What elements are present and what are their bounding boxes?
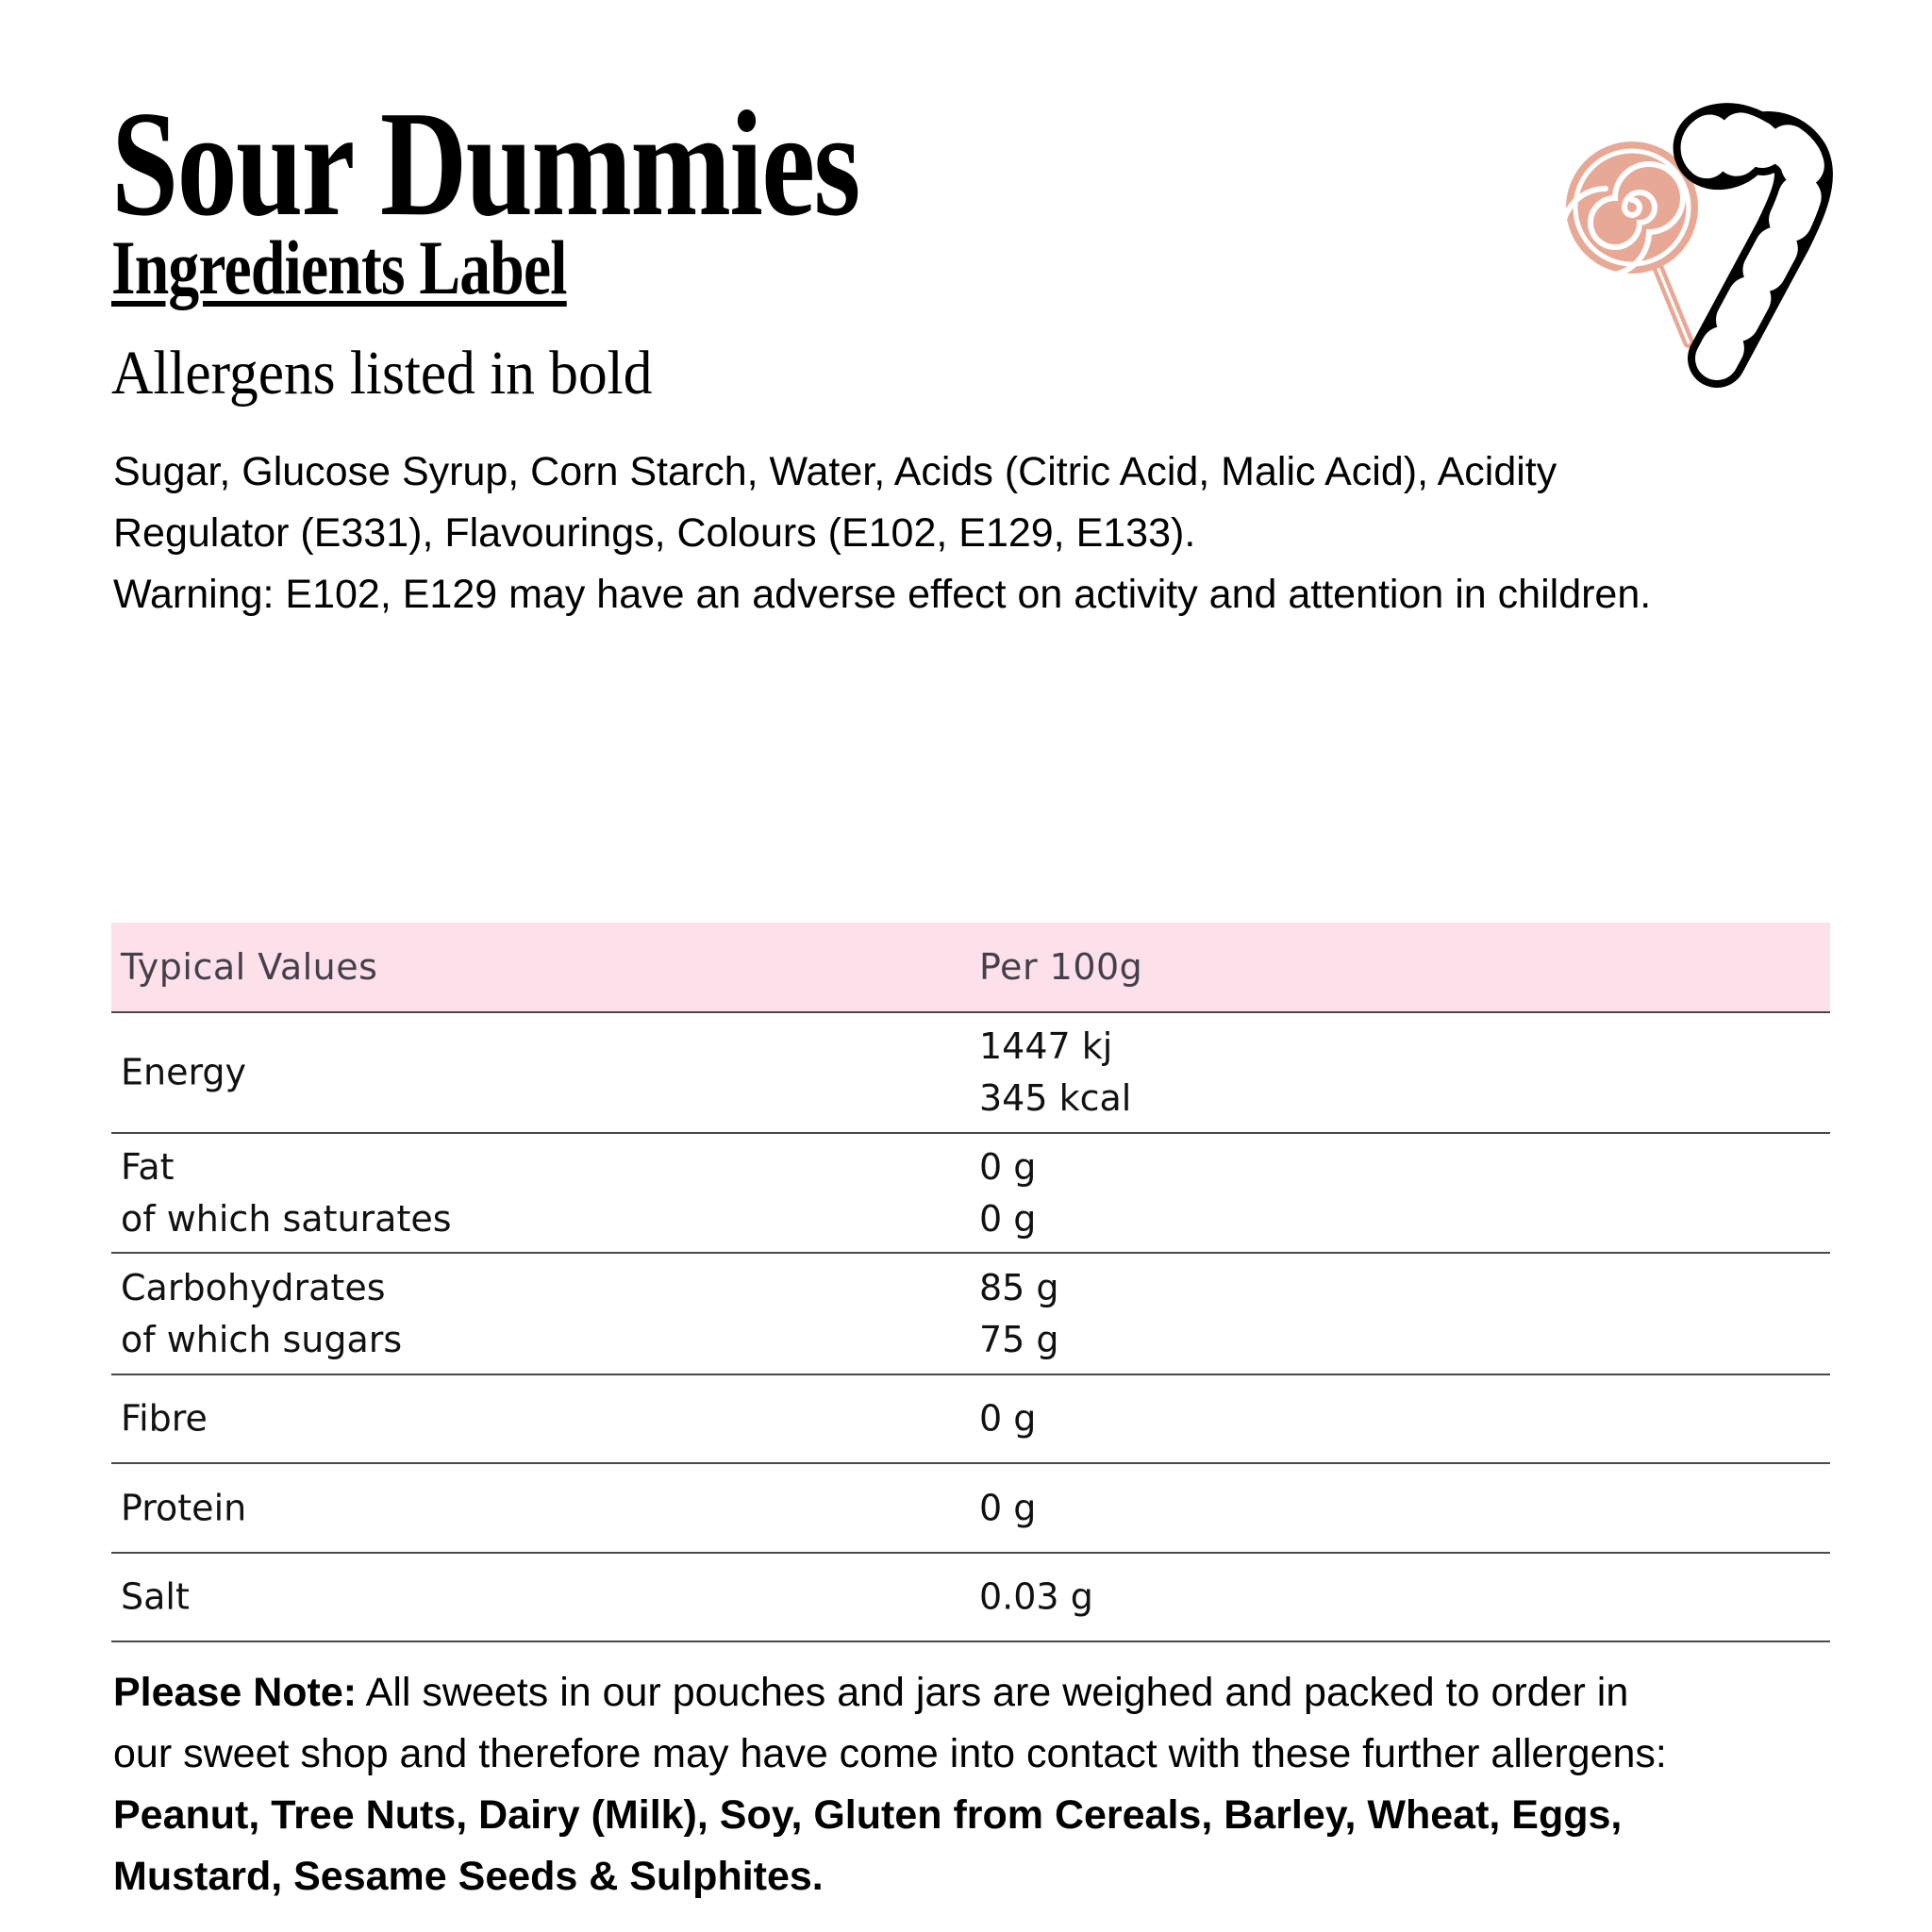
nutrient-value: 0.03 g [979,1575,1093,1618]
value: 0 g [979,1197,1037,1240]
table-row-fat [111,1134,1830,1254]
allergens-hint: Allergens listed in bold [111,339,653,408]
allergens-bold: Peanut, Tree Nuts, Dairy (Milk), Soy, Gluten from Cereals, Barley, Wheat, Eggs, [113,1792,1623,1838]
nutrient-subname: of which sugars [121,1318,403,1360]
table-row-protein [111,1464,1830,1554]
nutrient-name: Fat [121,1145,175,1188]
nutrient-subname: of which saturates [121,1197,452,1240]
table-row-salt [111,1554,1830,1642]
nutrient-name: Carbohydrates [121,1266,386,1308]
ingredients-label-heading: Ingredients Label [111,225,567,310]
ingredients-line: Regulator (E331), Flavourings, Colours (E102, E129, E133). [113,510,1196,556]
table-row-energy [111,1013,1830,1134]
allergens-bold: Mustard, Sesame Seeds & Sulphites. [113,1854,824,1899]
column-header-typical-values: Typical Values [121,946,378,988]
table-row-fibre [111,1375,1830,1464]
ingredients-line: Sugar, Glucose Syrup, Corn Starch, Water, Acids (Citric Acid, Malic Acid), Acidity [113,449,1557,494]
sweets-illustration [1547,57,1887,396]
page-title: Sour Dummies [111,79,859,247]
nutrient-value [979,1141,1036,1245]
note-line: our sweet shop and therefore may have come into contact with these further allergens: [113,1731,1667,1776]
nutrient-value [979,1262,1059,1366]
value: 85 g [979,1266,1059,1308]
nutrient-label [121,1262,402,1366]
nutrient-label [121,1141,452,1245]
candy-cane-icon [1703,132,1804,358]
table-row-carbohydrates [111,1254,1830,1375]
nutrient-value [979,1021,1131,1124]
nutrient-value: 0 g [979,1487,1037,1528]
note-lead: Please Note: [113,1670,358,1715]
note-line [113,1662,1840,1724]
nutrient-label [121,1047,246,1099]
nutrient-label: Fibre [121,1397,208,1440]
ingredients-list [113,441,1840,625]
allergen-note [113,1662,1840,1907]
nutrient-label: Protein [121,1487,247,1528]
lollipop-icon [1562,142,1698,342]
table-header [111,923,1830,1013]
value-kj: 1447 kj [979,1025,1113,1067]
column-header-per-100g: Per 100g [979,946,1143,988]
note-text: All sweets in our pouches and jars are weighed and packed to order in [357,1670,1629,1715]
value-kcal: 345 kcal [979,1077,1132,1119]
allergens-line [113,1846,1840,1907]
value: 0 g [979,1145,1037,1188]
warning-line: Warning: E102, E129 may have an adverse effect on activity and attention in children. [113,572,1652,617]
nutrient-name: Energy [121,1051,247,1093]
allergens-line [113,1785,1840,1846]
nutrition-table [111,923,1830,1642]
value: 75 g [979,1318,1059,1360]
nutrient-label: Salt [121,1575,190,1618]
nutrient-value: 0 g [979,1397,1037,1440]
